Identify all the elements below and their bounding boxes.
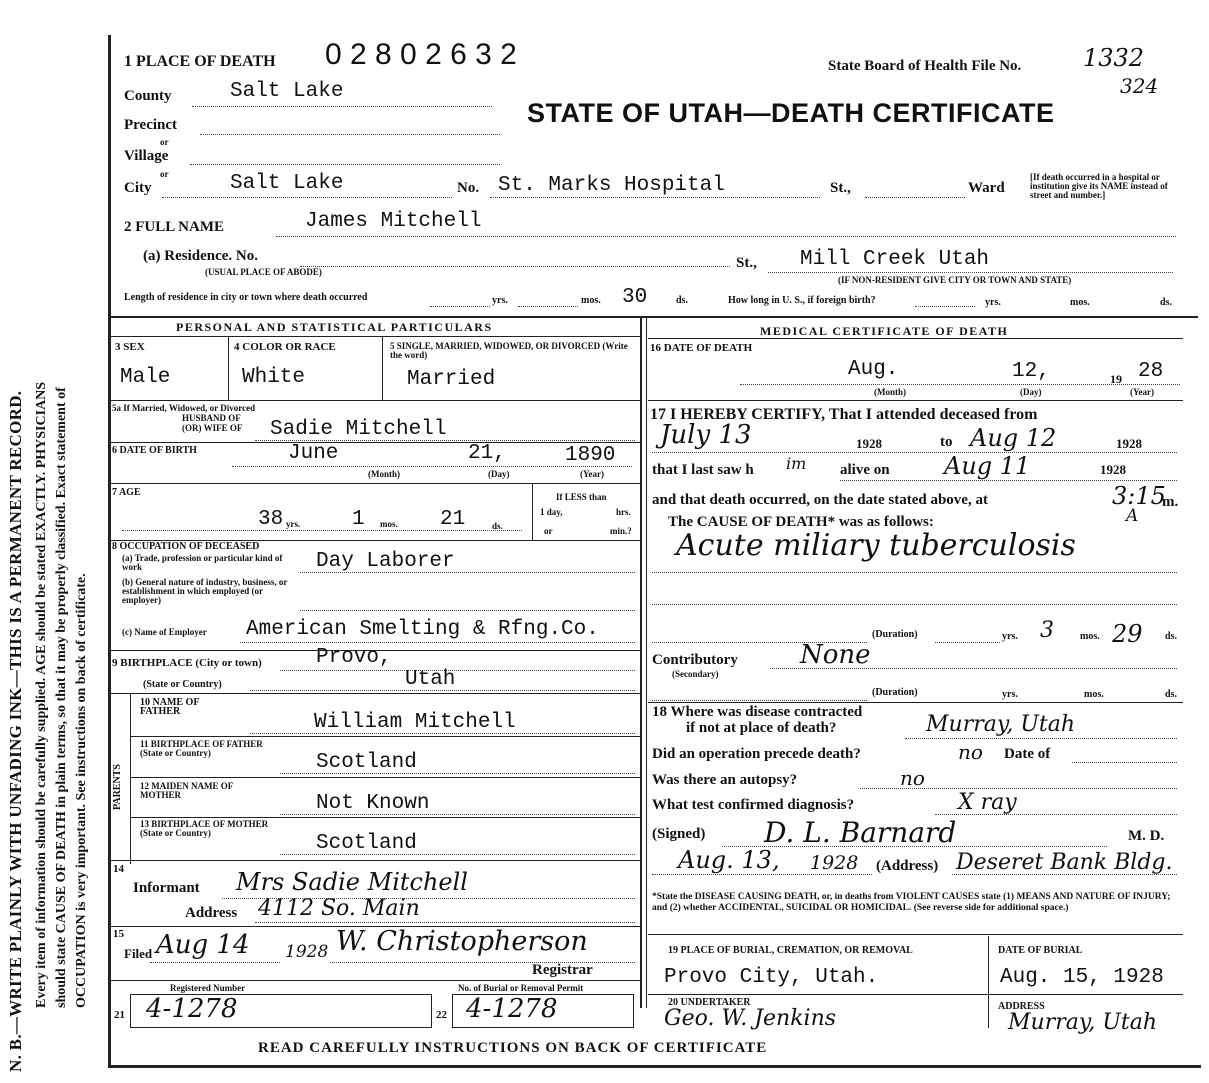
- alive-on-label: alive on: [840, 462, 890, 478]
- parents-label: PARENTS: [112, 764, 123, 810]
- street-no-value: St. Marks Hospital: [498, 174, 725, 197]
- burial-place-label: 19 PLACE OF BURIAL, CREMATION, OR REMOVAL: [668, 945, 913, 956]
- cause-value: Acute miliary tuberculosis: [676, 528, 1076, 563]
- death-day-sub: (Day): [1020, 387, 1042, 397]
- duration-ds-label: ds.: [1165, 631, 1177, 642]
- occupation-a-label: (a) Trade, profession or particular kind of work: [122, 553, 283, 572]
- us-label: How long in U. S., if foreign birth?: [728, 295, 876, 306]
- file-no-extra: 324: [1120, 74, 1159, 98]
- birthplace-city: Provo,: [316, 646, 392, 669]
- autopsy-value: no: [900, 766, 925, 790]
- sidebar-line-2: Every item of information should be carefully supplied. AGE should be stated EXACTLY. PHYSICIANS: [34, 381, 49, 1008]
- dob-year-sub: (Year): [580, 469, 604, 479]
- length-yrs: yrs.: [492, 295, 508, 306]
- death-year: 28: [1138, 360, 1164, 383]
- father-label: 10 NAME OF FATHER: [140, 697, 200, 717]
- or-label-2: or: [160, 169, 169, 179]
- undertaker-value: Geo. W. Jenkins: [664, 1006, 837, 1031]
- to-label: to: [940, 434, 953, 450]
- filed-no: 15: [113, 928, 124, 940]
- medical-section-title: MEDICAL CERTIFICATE OF DEATH: [760, 324, 1009, 338]
- mother-label: 12 MAIDEN NAME OF MOTHER: [140, 781, 233, 800]
- mother-bp-label: 13 BIRTHPLACE OF MOTHER (State or Country): [140, 819, 269, 838]
- registrar-label: Registrar: [532, 962, 593, 978]
- date-of-label: Date of: [1004, 746, 1051, 762]
- mother-bp-value: Scotland: [316, 832, 417, 855]
- occurred-label: and that death occurred, on the date stated above, at: [652, 492, 988, 508]
- length-ds: ds.: [676, 295, 688, 306]
- duration-mos: 29: [1112, 620, 1143, 648]
- dob-year: 1890: [565, 444, 616, 467]
- dob-day-sub: (Day): [488, 469, 510, 479]
- length-mos: mos.: [581, 295, 601, 306]
- last-saw-date: Aug 11: [944, 452, 1031, 480]
- last-saw-label: that I last saw h: [652, 462, 754, 478]
- age-label: 7 AGE: [112, 487, 141, 498]
- reg-number-prefix: 21: [114, 1009, 125, 1021]
- cause-label: The CAUSE OF DEATH* was as follows:: [668, 514, 934, 530]
- age-months: 1: [352, 508, 365, 531]
- village-label: Village: [124, 148, 169, 164]
- death-day: 12,: [1012, 360, 1050, 383]
- filed-label: Filed: [124, 946, 153, 961]
- attended-to: Aug 12: [970, 424, 1057, 452]
- dob-label: 6 DATE OF BIRTH: [112, 445, 197, 456]
- death-time: 3:15: [1112, 482, 1166, 510]
- county-label: County: [124, 88, 172, 104]
- father-value: William Mitchell: [314, 711, 516, 734]
- dob-month-sub: (Month): [368, 469, 400, 479]
- test-value: X ray: [958, 790, 1017, 815]
- birthplace-label: 9 BIRTHPLACE (City or town): [112, 657, 262, 669]
- burial-permit-label: No. of Burial or Removal Permit: [458, 983, 584, 993]
- burial-permit-prefix: 22: [436, 1009, 447, 1021]
- year-b: 1928: [1116, 436, 1142, 451]
- residence-sub: (USUAL PLACE OF ABODE): [205, 267, 322, 277]
- burial-permit-value: 4-1278: [466, 994, 558, 1024]
- informant-no: 14: [113, 863, 124, 875]
- informant-label: Informant: [133, 880, 200, 896]
- informant-address-label: Address: [185, 905, 238, 921]
- spouse-label-1: 5a If Married, Widowed, or Divorced: [112, 403, 256, 413]
- duration-yrs: 3: [1040, 618, 1054, 643]
- age-years: 38: [258, 508, 284, 531]
- burial-date-value: Aug. 15, 1928: [1000, 966, 1164, 989]
- undertaker-address: Murray, Utah: [1008, 1010, 1158, 1035]
- last-saw-h: im: [786, 454, 807, 473]
- occupation-label: 8 OCCUPATION OF DECEASED: [112, 541, 260, 552]
- duration-label-2: (Duration): [872, 687, 918, 698]
- ward-label: Ward: [968, 180, 1005, 196]
- us-ds: ds.: [1160, 297, 1172, 308]
- age-less-min: min.?: [610, 526, 632, 536]
- age-yrs: yrs.: [286, 519, 301, 529]
- contributory-label: Contributory: [652, 652, 738, 668]
- file-no-label: State Board of Health File No.: [828, 58, 1022, 74]
- residence-label: (a) Residence. No.: [143, 248, 258, 264]
- us-yrs: yrs.: [985, 297, 1001, 308]
- color-label: 4 COLOR OR RACE: [234, 341, 336, 353]
- sex-label: 3 SEX: [115, 341, 145, 353]
- filed-date: Aug 14: [156, 930, 250, 960]
- place-of-death-label: 1 PLACE OF DEATH: [124, 53, 276, 70]
- marital-value: Married: [407, 368, 496, 391]
- informant-value: Mrs Sadie Mitchell: [236, 868, 468, 896]
- age-less-1: If LESS than: [556, 492, 607, 502]
- birthplace-state-label: (State or Country): [143, 679, 222, 690]
- burial-date-label: DATE OF BURIAL: [998, 945, 1083, 956]
- death-time-m: m.: [1162, 494, 1179, 510]
- ward-note: [If death occurred in a hospital or institution give its NAME instead of street and number.]: [1030, 172, 1168, 200]
- length-days: 30: [622, 286, 648, 309]
- sidebar-line-1: N. B.—WRITE PLAINLY WITH UNFADING INK—THIS IS A PERMANENT RECORD.: [6, 390, 25, 1072]
- duration-yrs-label-2: yrs.: [1002, 689, 1018, 700]
- death-year-sub: (Year): [1130, 387, 1154, 397]
- age-ds: ds.: [492, 521, 503, 531]
- county-value: Salt Lake: [230, 80, 344, 103]
- precinct-label: Precinct: [124, 117, 178, 133]
- signed-label: (Signed): [652, 826, 706, 842]
- undertaker-address-label: ADDRESS: [998, 1001, 1045, 1012]
- certify-text: 17 I HEREBY CERTIFY, That I attended deceased from: [650, 406, 1038, 423]
- marital-label: 5 SINGLE, MARRIED, WIDOWED, OR DIVORCED (Write the word): [390, 341, 628, 360]
- color-value: White: [242, 366, 306, 389]
- death-year-prefix: 19: [1110, 372, 1122, 386]
- contracted-value: Murray, Utah: [926, 712, 1076, 737]
- informant-address: 4112 So. Main: [258, 896, 420, 921]
- full-name-value: James Mitchell: [305, 210, 482, 233]
- dob-month: June: [288, 442, 339, 465]
- duration-mos-label-2: mos.: [1084, 689, 1104, 700]
- dob-day: 21,: [468, 442, 506, 465]
- autopsy-question: Was there an autopsy?: [652, 772, 798, 788]
- spouse-label-2: HUSBAND OF: [182, 413, 241, 423]
- operation-value: no: [958, 740, 983, 764]
- signed-year: 1928: [810, 852, 859, 874]
- age-less-hrs: hrs.: [616, 507, 631, 517]
- sidebar-line-4: OCCUPATION is very important. See instructions on back of certificate.: [74, 573, 89, 1008]
- employer-label: (c) Name of Employer: [122, 627, 207, 637]
- residence-note: (IF NON-RESIDENT GIVE CITY OR TOWN AND STATE): [838, 275, 1072, 285]
- q18-line-b: if not at place of death?: [686, 720, 837, 736]
- operation-question: Did an operation precede death?: [652, 746, 861, 762]
- age-less-or: or: [544, 526, 553, 536]
- duration-label-1: (Duration): [872, 629, 918, 640]
- birthplace-state: Utah: [405, 668, 456, 691]
- personal-section-title: PERSONAL AND STATISTICAL PARTICULARS: [176, 320, 493, 334]
- signed-date: Aug. 13,: [678, 846, 780, 874]
- father-bp-value: Scotland: [316, 751, 417, 774]
- physician-signature: D. L. Barnard: [764, 816, 957, 849]
- registrar-signature: W. Christopherson: [336, 926, 588, 957]
- residence-st-label: St.,: [736, 255, 757, 271]
- length-label: Length of residence in city or town where death occurred: [124, 292, 368, 303]
- spouse-value: Sadie Mitchell: [270, 418, 447, 441]
- or-label-1: or: [160, 137, 169, 147]
- death-month-sub: (Month): [874, 387, 906, 397]
- undertaker-label: 20 UNDERTAKER: [668, 997, 751, 1008]
- year-a: 1928: [856, 436, 882, 451]
- duration-mos-label: mos.: [1080, 631, 1100, 642]
- q18-line-a: 18 Where was disease contracted: [652, 704, 863, 720]
- father-bp-label: 11 BIRTHPLACE OF FATHER (State or Country): [140, 739, 263, 758]
- test-question: What test confirmed diagnosis?: [652, 797, 855, 813]
- sex-value: Male: [120, 366, 171, 389]
- reg-number-label: Registered Number: [170, 983, 246, 993]
- spouse-label-3: (OR) WIFE OF: [182, 423, 243, 433]
- md-label: M. D.: [1128, 828, 1165, 844]
- st-label: St.,: [830, 180, 851, 196]
- residence-value: Mill Creek Utah: [800, 248, 990, 271]
- age-less-2: 1 day,: [540, 507, 563, 517]
- age-mos: mos.: [380, 519, 398, 529]
- death-month: Aug.: [848, 358, 899, 381]
- us-mos: mos.: [1070, 297, 1090, 308]
- employer-value: American Smelting & Rfng.Co.: [246, 618, 599, 641]
- filed-year: 1928: [285, 942, 329, 962]
- street-no-label: No.: [457, 180, 480, 196]
- date-of-death-label: 16 DATE OF DEATH: [650, 342, 753, 354]
- attended-from: July 13: [660, 420, 752, 450]
- file-no: 1332: [1083, 44, 1145, 72]
- duration-ds-label-2: ds.: [1165, 689, 1177, 700]
- city-label: City: [124, 180, 152, 196]
- year-c: 1928: [1100, 462, 1126, 477]
- footer-instructions: READ CAREFULLY INSTRUCTIONS ON BACK OF CERTIFICATE: [258, 1040, 768, 1056]
- city-value: Salt Lake: [230, 172, 344, 195]
- age-days: 21: [440, 508, 466, 531]
- physician-address-label: (Address): [876, 858, 939, 874]
- footnote: *State the DISEASE CAUSING DEATH, or, in deaths from VIOLENT CAUSES state (1) MEANS AND NATURE OF INJURY; and (2) whether ACCIDENTAL, SUICIDAL OR HOMICIDAL. (See reverse side for additional space.): [652, 892, 1171, 913]
- death-time-ampm: A: [1126, 506, 1139, 526]
- burial-place-value: Provo City, Utah.: [664, 966, 879, 989]
- physician-address: Deseret Bank Bldg.: [956, 850, 1173, 875]
- contributory-sub: (Secondary): [672, 669, 719, 679]
- duration-yrs-label: yrs.: [1002, 631, 1018, 642]
- full-name-label: 2 FULL NAME: [124, 219, 225, 235]
- reg-number-value: 4-1278: [146, 994, 238, 1024]
- occupation-value: Day Laborer: [316, 550, 455, 573]
- mother-value: Not Known: [316, 792, 430, 815]
- occupation-b-label: (b) General nature of industry, business, or establishment in which employed (or employer): [122, 577, 288, 605]
- contributory-value: None: [800, 640, 871, 670]
- sidebar-line-3: should state CAUSE OF DEATH in plain terms, so that it may be properly classified. Exact statement of: [54, 387, 69, 1008]
- certificate-title: STATE OF UTAH—DEATH CERTIFICATE: [527, 98, 1055, 128]
- certificate-number: 0 2 8 0 2 6 3 2: [325, 38, 517, 71]
